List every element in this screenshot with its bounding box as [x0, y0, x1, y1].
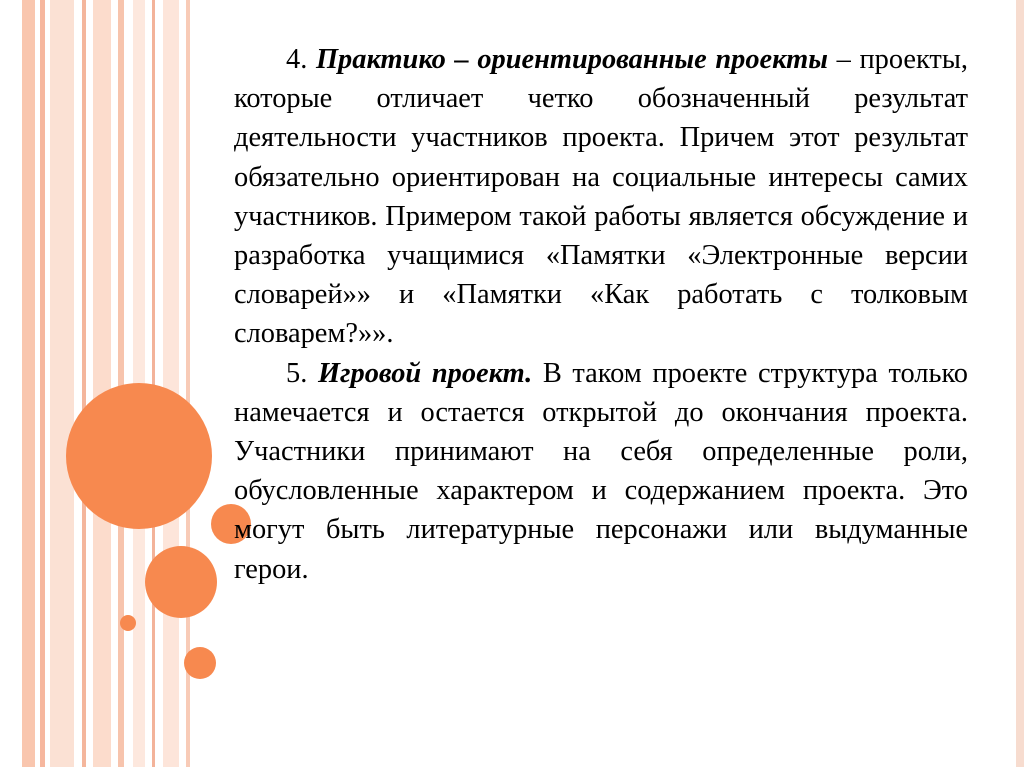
right-edge-stripe [1016, 0, 1024, 767]
paragraph-title: Практико – ориентированные проекты [315, 44, 828, 75]
paragraph-text: В таком проекте структура только намечается и остается открытой до окончания проекта. Участники принимают на себя определенные роли, обусловленные характером и содержанием проекта. Это могут быть литературные персонажи или выдуманные герои. [234, 357, 968, 585]
paragraph-number: 5. [286, 357, 308, 389]
stripe [118, 0, 124, 767]
decorative-stripes [0, 0, 200, 767]
paragraph-text: – проекты, которые отличает четко обозначенный результат деятельности участников проекта. Причем этот результат обязательно ориентирован на социальные интересы самих участников. Примером такой работы является обсуждение и разработка учащимися «Памятки «Электронные версии словарей»» и «Памятки «Как работать с толковым словарем?»». [234, 44, 968, 350]
large-circle [66, 383, 212, 529]
stripe [22, 0, 35, 767]
stripe [50, 0, 74, 767]
medium-circle [145, 546, 217, 618]
small-circle-bottom [184, 647, 216, 679]
stripe [82, 0, 86, 767]
slide-content [234, 40, 968, 589]
stripe [40, 0, 45, 767]
tiny-circle [120, 615, 136, 631]
paragraph-title: Игровой проект. [317, 357, 533, 389]
paragraph-practical-projects [234, 40, 968, 354]
paragraph-game-project [234, 354, 968, 589]
paragraph-number: 4. [286, 44, 308, 75]
stripe [163, 0, 179, 767]
stripe [93, 0, 111, 767]
